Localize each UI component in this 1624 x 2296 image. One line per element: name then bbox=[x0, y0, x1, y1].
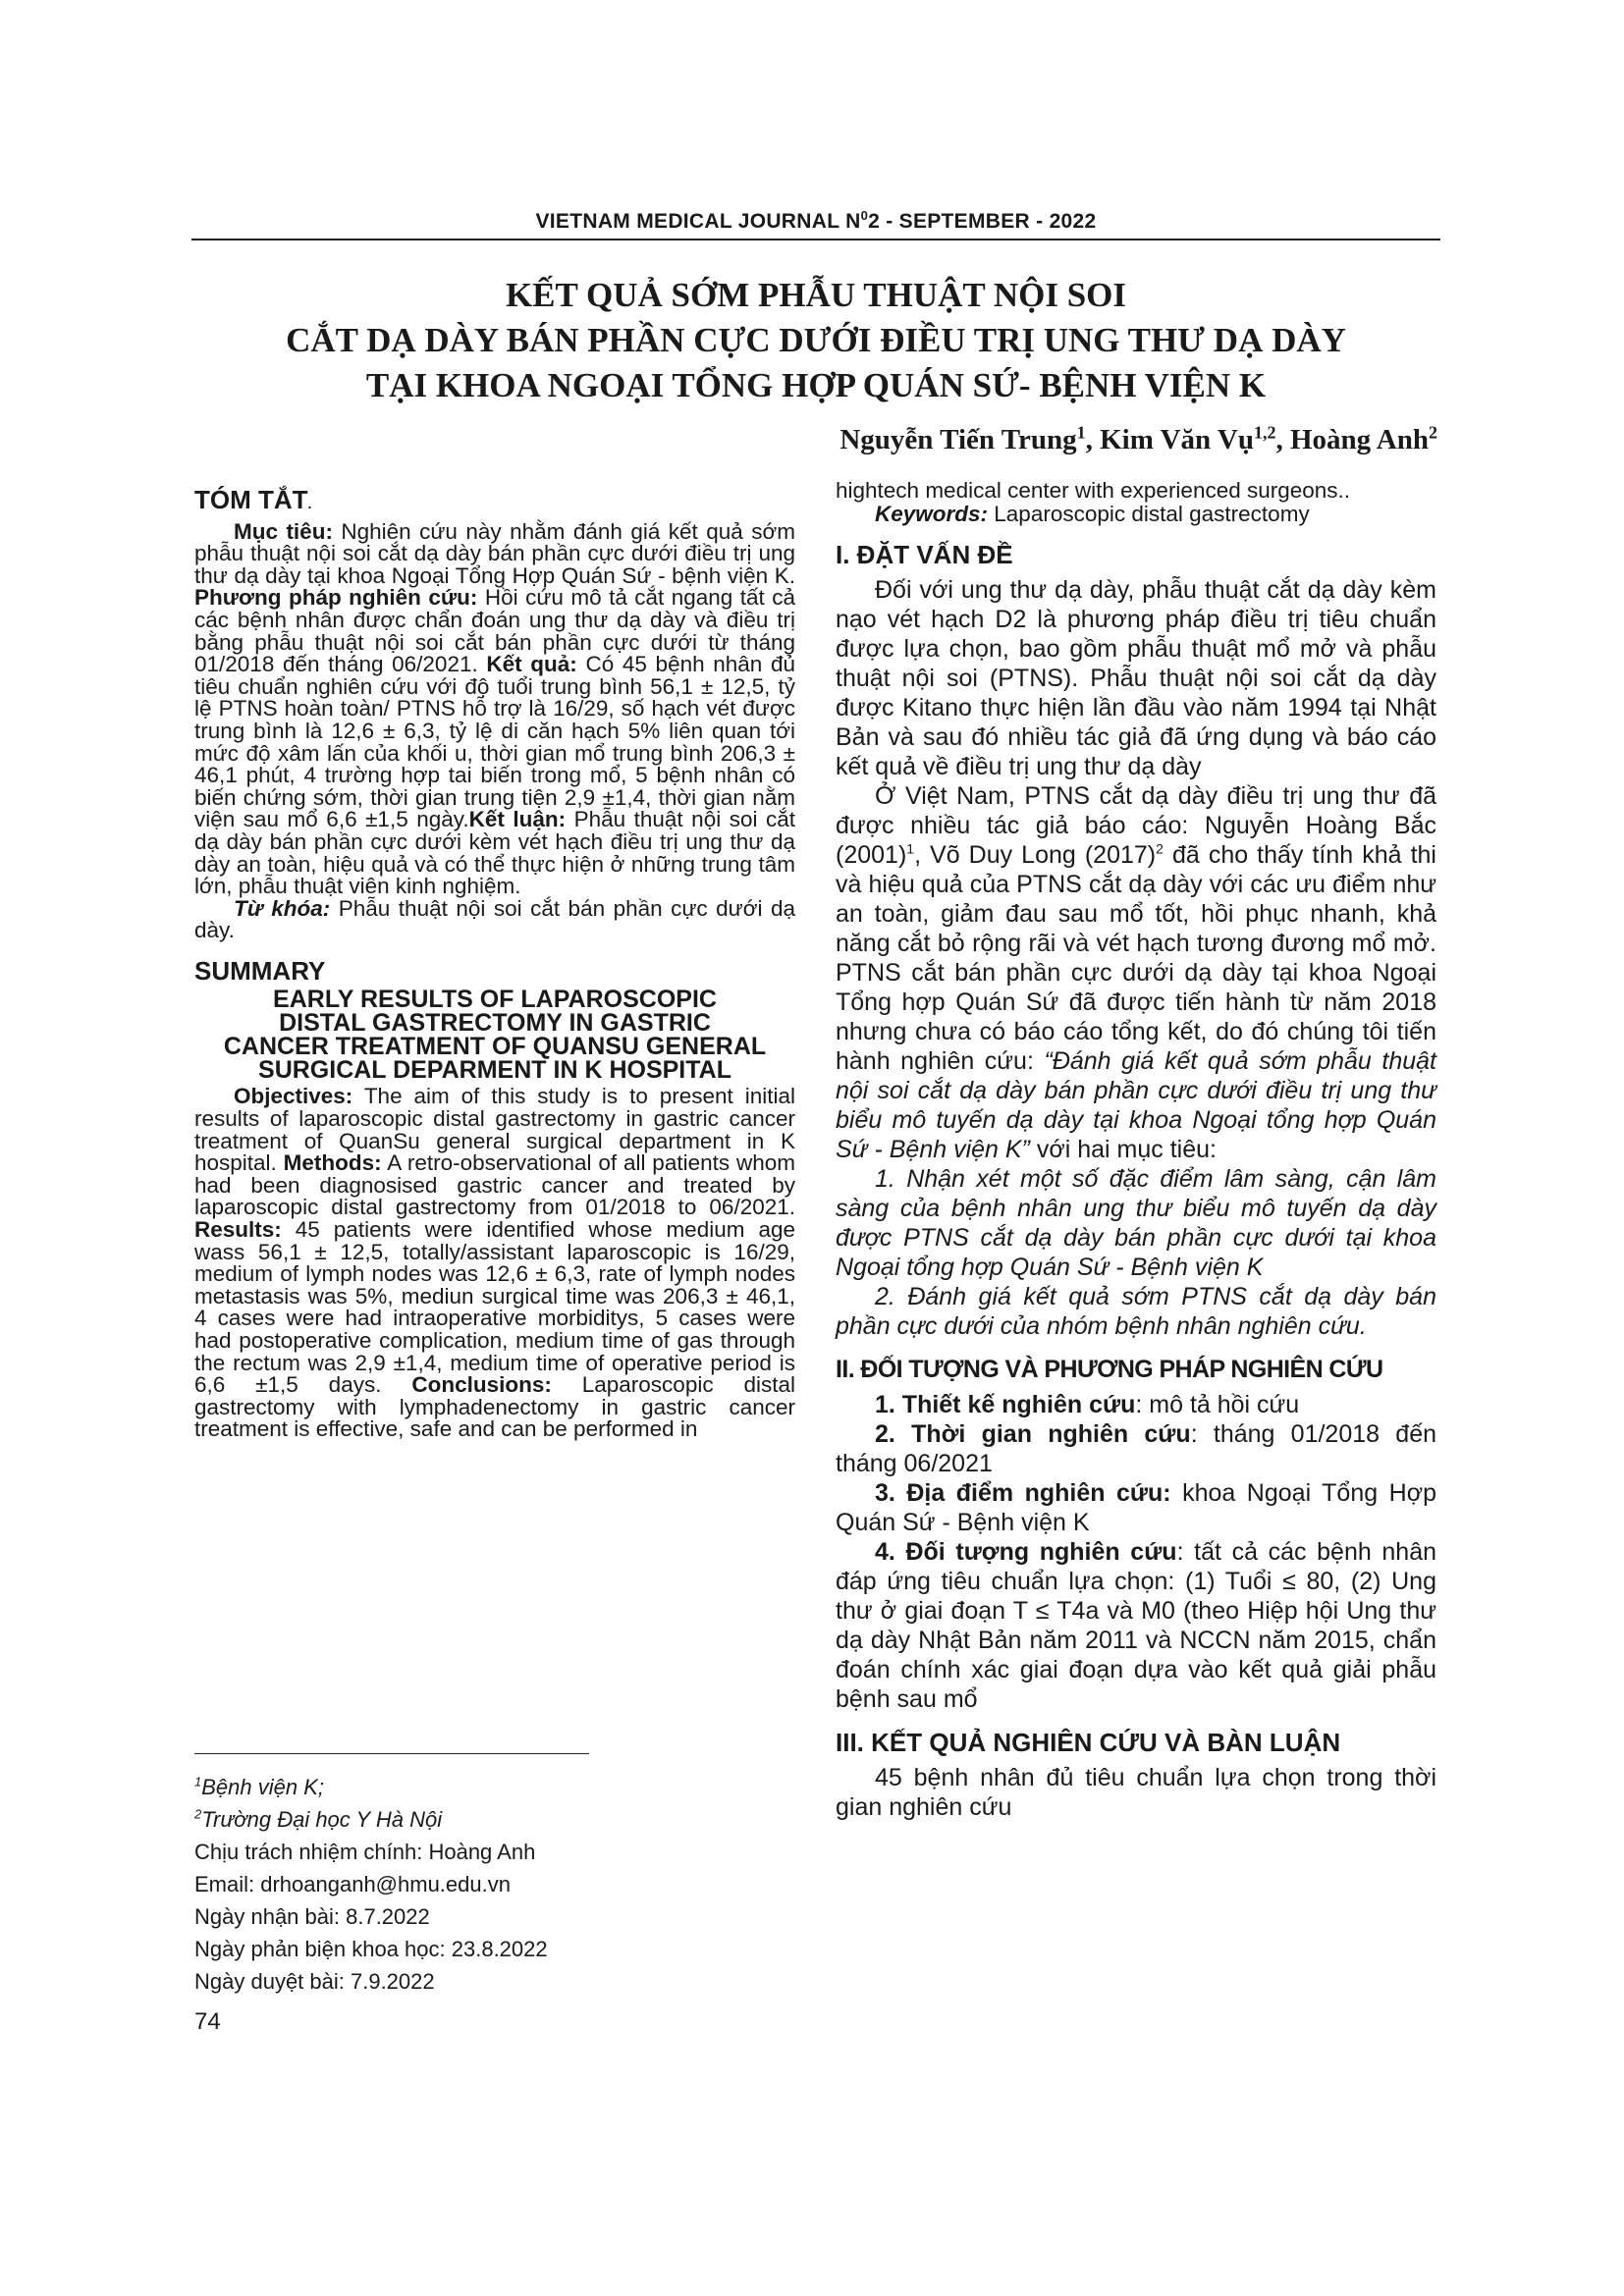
date-reviewed: Ngày phản biện khoa học: 23.8.2022 bbox=[194, 1937, 548, 1961]
running-head: VIETNAM MEDICAL JOURNAL $N^02$ - SEPTEMBER - 2022 bbox=[535, 208, 1097, 233]
keywords-en: Keywords: Laparoscopic distal gastrectomy bbox=[875, 502, 1310, 526]
date-accepted: Ngày duyệt bài: 7.9.2022 bbox=[194, 1969, 435, 1994]
method-item-3: 3. Địa điểm nghiên cứu: khoa Ngoại Tổng Hợp Quán Sứ - Bệnh viện K bbox=[836, 1479, 1436, 1536]
author-list: Nguyễn Tiến Trung$^1$, Kim Văn Vụ$^{1,2}$, Hoàng Anh$^2$ bbox=[839, 422, 1437, 455]
title-line-3: TẠI KHOA NGOẠI TỔNG HỢP QUÁN SỨ- BỆNH VIỆN K bbox=[365, 366, 1267, 404]
contact-email: Email: drhoanganh@hmu.edu.vn bbox=[194, 1872, 511, 1896]
title-line-1: KẾT QUẢ SỚM PHẪU THUẬT NỘI SOI bbox=[505, 276, 1127, 314]
aim-1: 1. Nhận xét một số đặc điểm lâm sàng, cận lâm sàng của bệnh nhân ung thư biểu mô tuyến dạ dày được PTNS cắt dạ dày bán phần cực dưới tại khoa Ngoại tổng hợp Quán Sứ - Bệnh viện K bbox=[836, 1165, 1436, 1281]
page-number: 74 bbox=[194, 2008, 221, 2035]
summary-continuation: hightech medical center with experienced surgeons.. bbox=[836, 478, 1351, 503]
aim-2: 2. Đánh giá kết quả sớm PTNS cắt dạ dày bán phần cực dưới của nhóm bệnh nhân nghiên cứu. bbox=[836, 1283, 1436, 1340]
method-item-4: 4. Đối tượng nghiên cứu: tất cả các bệnh nhân đáp ứng tiêu chuẩn lựa chọn: (1) Tuổi ≤ 80, (2) Ung thư ở giai đoạn T ≤ T4a và M0 (theo Hiệp hội Ung thư dạ dày Nhật Bản năm 2011 và NCCN năm 2015, chẩn đoán chính xác giai đoạn dựa vào kết quả giải phẫu bệnh sau mổ bbox=[836, 1538, 1437, 1713]
author-1: Nguyễn Tiến Trung bbox=[839, 424, 1077, 455]
english-title: EARLY RESULTS OF LAPAROSCOPIC DISTAL GASTRECTOMY IN GASTRIC CANCER TREATMENT OF QUANSU GENERAL SURGICAL DEPARMENT IN K HOSPITAL bbox=[223, 986, 767, 1085]
right-column bbox=[836, 479, 1436, 1822]
header-rule bbox=[191, 239, 1440, 240]
left-column bbox=[194, 481, 795, 1441]
date-received: Ngày nhận bài: 8.7.2022 bbox=[194, 1904, 430, 1929]
keywords-vi: Từ khóa: Phẫu thuật nội soi cắt bán phần cực dưới dạ dày. bbox=[194, 895, 795, 943]
section-3-paragraph-1: 45 bệnh nhân đủ tiêu chuẩn lựa chọn trong thời gian nghiên cứu bbox=[836, 1764, 1436, 1821]
section-1-paragraph-2: Ở Việt Nam, PTNS cắt dạ dày điều trị ung thư đã được nhiều tác giả báo cáo: Nguyễn Hoàng Bắc $(2001)^1$, Võ Duy Long $(2017)^2$ đã cho thấy tính khả thi và hiệu quả của PTNS cắt dạ dày với các ưu điểm như an toàn, giảm đau sau mổ tốt, hồi phục nhanh, khả năng cắt bỏ rộng rãi và vét hạch tương đương mổ mở. PTNS cắt bán phần cực dưới dạ dày tại khoa Ngoại Tổng hợp Quán Sứ đã được tiến hành từ năm 2018 nhưng chưa có báo cáo tổng kết, do đó chúng tôi tiến hành nghiên cứu: “Đánh giá kết quả sớm phẫu thuật nội soi cắt dạ dày bán phần cực dưới điều trị ung thư biểu mô tuyến dạ dày tại khoa Ngoại tổng hợp Quán Sứ - Bệnh viện K” với hai mục tiêu: bbox=[836, 782, 1436, 1163]
author-2: Kim Văn Vụ bbox=[1100, 424, 1254, 455]
footnote-1: $^1$Bệnh viện K; bbox=[194, 1774, 324, 1799]
title-line-2: CẮT DẠ DÀY BÁN PHẦN CỰC DƯỚI ĐIỀU TRỊ UNG THƯ DẠ DÀY bbox=[286, 321, 1346, 359]
footnotes bbox=[194, 1771, 795, 1998]
footnote-2: $^2$Trường Đại học Y Hà Nội bbox=[194, 1806, 443, 1832]
method-item-2: 2. Thời gian nghiên cứu: tháng 01/2018 đến tháng 06/2021 bbox=[836, 1420, 1436, 1477]
footnote-rule bbox=[194, 1753, 589, 1754]
method-item-1: 1. Thiết kế nghiên cứu: mô tả hồi cứu bbox=[875, 1391, 1300, 1418]
abstract-vi-paragraph: Mục tiêu: Nghiên cứu này nhằm đánh giá kết quả sớm phẫu thuật nội soi cắt dạ dày bán phần cực dưới điều trị ung thư dạ dày tại khoa Ngoại Tổng Hợp Quán Sứ - bệnh viện K. Phương pháp nghiên cứu: Hồi cứu mô tả cắt ngang tất cả các bệnh nhân được chẩn đoán ung thư dạ dày và điều trị bằng phẫu thuật nội soi cắt bán phần cực dưới từ tháng 01/2018 đến tháng 06/2021. Kết quả: Có 45 bệnh nhân đủ tiêu chuẩn nghiên cứu với độ tuổi trung bình 56,1 ± 12,5, tỷ lệ PTNS hoàn toàn/ PTNS hỗ trợ là 16/29, số hạch vét được trung bình là 12,6 ± 6,3, tỷ lệ di căn hạch 5% liên quan tới mức độ xâm lấn của khối u, thời gian mổ trung bình 206,3 ± 46,1 phút, 4 trường hợp tai biến trong mổ, 5 bệnh nhân có biến chứng sớm, thời gian trung tiện 2,9 ±1,4, thời gian nằm viện sau mổ 6,6 ±1,5 ngày.Kết luận: Phẫu thuật nội soi cắt dạ dày bán phần cực dưới kèm vét hạch điều trị ung thư dạ dày an toàn, hiệu quả và có thể thực hiện ở những trung tâm lớn, phẫu thuật viên kinh nghiệm. bbox=[194, 518, 796, 899]
abstract-en-paragraph: Objectives: The aim of this study is to present initial results of laparoscopic distal gastrectomy in gastric cancer treatment of QuanSu general surgical department in K hospital. Methods: A retro-observational of all patients whom had been diagnosised gastric cancer and treated by laparoscopic distal gastrectomy from 01/2018 to 06/2021. Results: 45 patients were identified whose medium age wass 56,1 ± 12,5, totally/assistant laparoscopic is 16/29, medium of lymph nodes was 12,6 ± 6,3, rate of lymph nodes metastasis was 5%, mediun surgical time was 206,3 ± 46,1, 4 cases were had intraoperative morbiditys, 5 cases were had postoperative complication, medium time of gas through the rectum was 2,9 ±1,4, medium time of operative period is 6,6 ±1,5 days. Conclusions: Laparoscopic distal gastrectomy with lymphadenectomy in gastric cancer treatment is effective, safe and can be performed in bbox=[194, 1084, 795, 1442]
author-3: Hoàng Anh bbox=[1289, 424, 1429, 455]
abstract-vi-heading: TÓM TẮT. bbox=[194, 485, 312, 514]
section-1-paragraph-1: Đối với ung thư dạ dày, phẫu thuật cắt dạ dày kèm nạo vét hạch D2 là phương pháp điều trị tiêu chuẩn được lựa chọn, bao gồm phẫu thuật mổ mở và phẫu thuật nội soi (PTNS). Phẫu thuật nội soi cắt dạ dày được Kitano thực hiện lần đầu vào năm 1994 tại Nhật Bản và sau đó nhiều tác giả đã ứng dụng và báo cáo kết quả về điều trị ung thư dạ dày bbox=[836, 576, 1436, 780]
article-title bbox=[191, 273, 1440, 408]
summary-heading: SUMMARY bbox=[194, 955, 326, 986]
section-3-heading: III. KẾT QUẢ NGHIÊN CỨU VÀ BÀN LUẬN bbox=[836, 1728, 1341, 1757]
responsible-author: Chịu trách nhiệm chính: Hoàng Anh bbox=[194, 1840, 536, 1864]
section-2-heading: II. ĐỐI TƯỢNG VÀ PHƯƠNG PHÁP NGHIÊN CỨU bbox=[836, 1356, 1383, 1383]
section-1-heading: I. ĐẶT VẤN ĐỀ bbox=[836, 540, 1013, 569]
